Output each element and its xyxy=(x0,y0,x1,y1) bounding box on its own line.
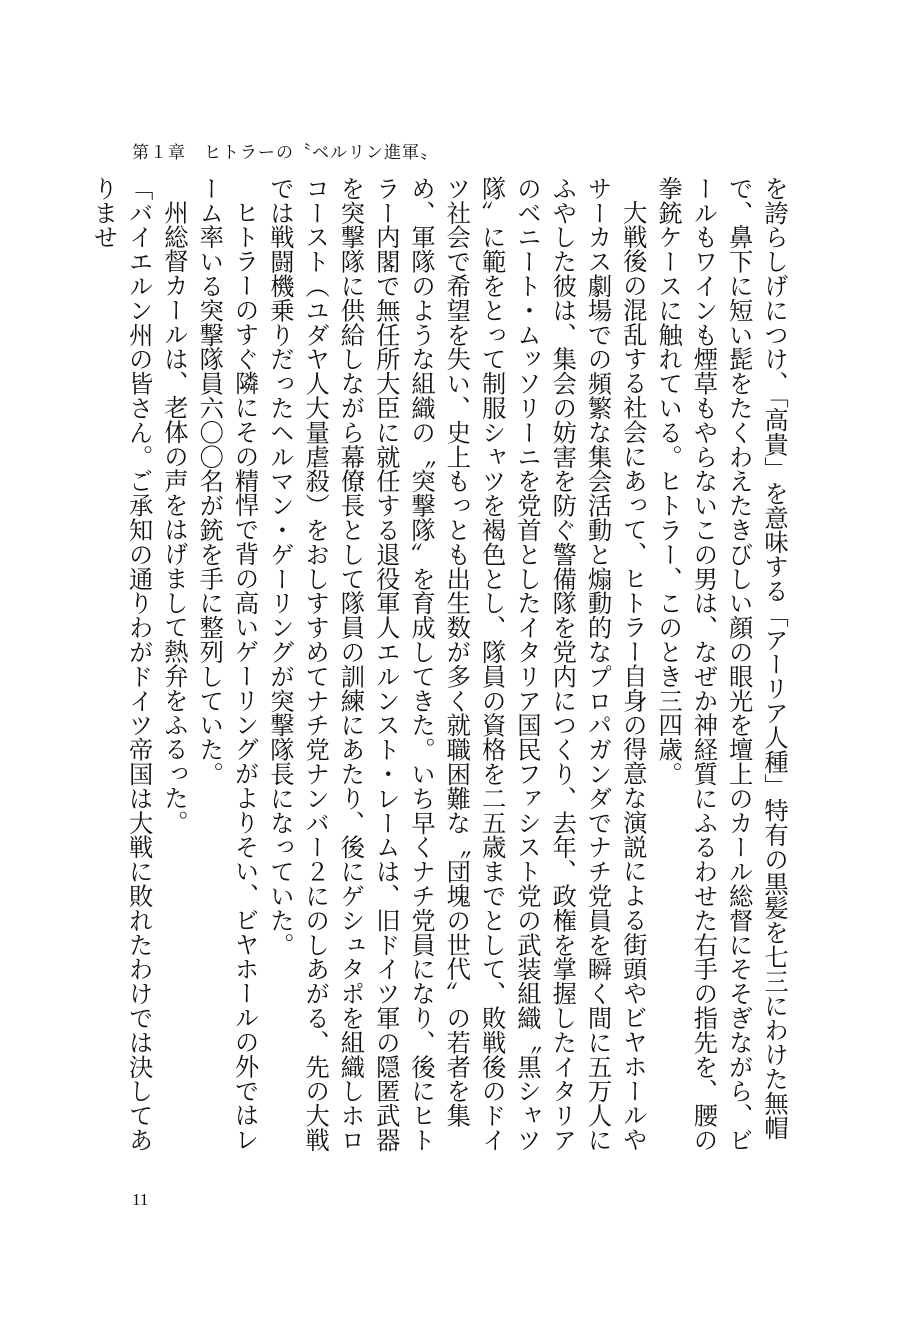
paragraph-4: 州総督カールは、老体の声をはげまして熱弁をふるった。 xyxy=(159,200,189,835)
paragraph-3: ヒトラーのすぐ隣にその精悍で背の高いゲーリングがよりそい、ビヤホールの外ではレーム率いる突撃隊員六〇〇名が銃を手に整列していた。 xyxy=(195,176,260,1152)
vertical-text-body xyxy=(89,176,792,1166)
running-header: 第１章 ヒトラーの〝ベルリン進軍〟 xyxy=(132,143,438,163)
paragraph-5: 「バイエルン州の皆さん。ご承知の通りわがドイツ帝国は大戦に敗れたわけでは決してありませ xyxy=(89,176,154,1152)
paragraph-1: を誇らしげにつけ、「高貴」を意味する「アーリア人種」特有の黒髪を七三にわけた無帽で、鼻下に短い髭をたくわえたきびしい顔の眼光を壇上のカール総督にそそぎながら、ビールもワインも煙草もやらないこの男は、なぜか神経質にふるわせた右手の指先を、腰の拳銃ケースに触れている。ヒトラー、このとき三四歳。 xyxy=(654,176,789,1152)
page-number: 11 xyxy=(132,1190,149,1209)
paragraph-2: 大戦後の混乱する社会にあって、ヒトラー自身の得意な演説による街頭やビヤホールやサーカス劇場での頻繁な集会活動と煽動的なプロパガンダでナチ党員を瞬く間に五万人にふやした彼は、集会の妨害を防ぐ警備隊を党内につくり、去年、政権を掌握したイタリアのベニート・ムッソリーニを党首としたイタリア国民ファシスト党の武装組織〝黒シャツ隊〟に範をとって制服シャツを褐色とし、隊員の資格を二五歳までとして、敗戦後のドイツ社会で希望を失い、史上もっとも出生数が多く就職困難な〝団塊の世代〟の若者を集め、軍隊のような組織の〝突撃隊〟を育成してきた。いち早くナチ党員になり、後にヒトラー内閣で無任所大臣に就任する退役軍人エルンスト・レームは、旧ドイツ軍の隠匿武器を突撃隊に供給しながら幕僚長として隊員の訓練にあたり、後にゲシュタポを組織しホロコースト（ユダヤ人大量虐殺）をおしすすめてナチ党ナンバー２にのしあがる、先の大戦では戦闘機乗りだったヘルマン・ゲーリングが突撃隊長になっていた。 xyxy=(265,176,648,1152)
